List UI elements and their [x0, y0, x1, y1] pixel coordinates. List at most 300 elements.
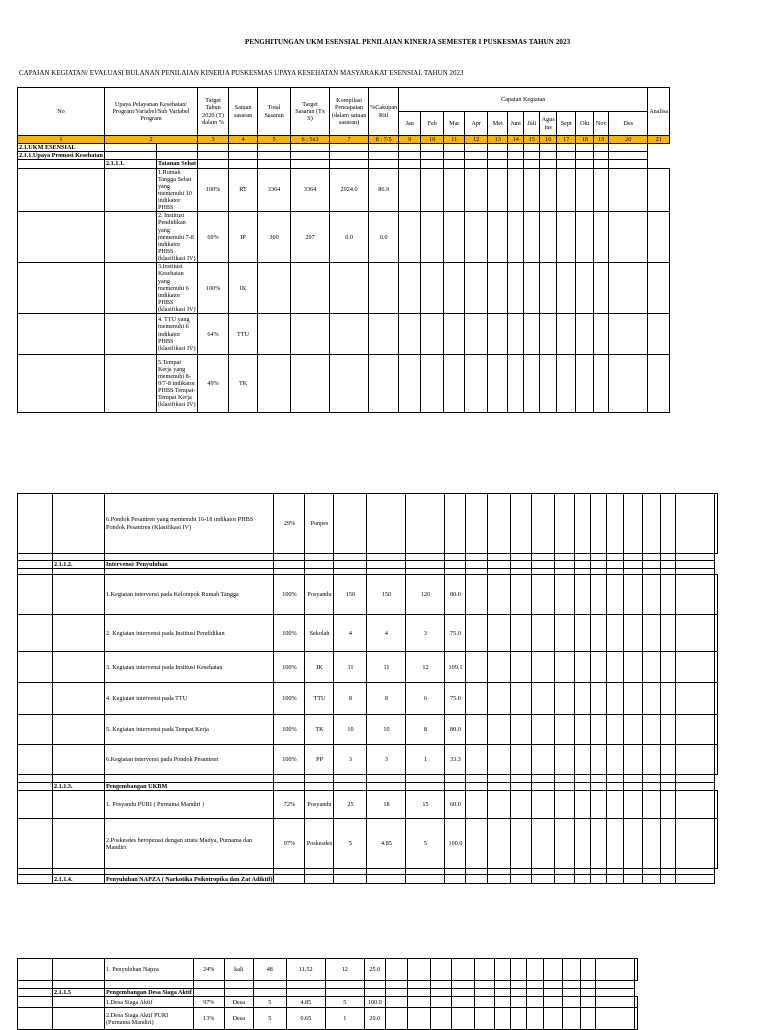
empty-cell [193, 989, 224, 997]
empty-cell [253, 989, 286, 997]
column-number: 11 [444, 136, 465, 144]
no-cell [18, 615, 53, 652]
empty-cell [488, 554, 511, 561]
empty-cell [661, 652, 676, 683]
empty-cell [53, 775, 105, 783]
empty-cell [466, 715, 488, 745]
indicator-row [18, 494, 718, 554]
target-cell: 13% [193, 1008, 224, 1030]
empty-cell [609, 160, 648, 168]
empty-cell [540, 263, 557, 314]
empty-cell [488, 561, 511, 569]
empty-cell [580, 981, 595, 989]
section-number: 2.1.1.3. [53, 783, 105, 791]
empty-cell [465, 355, 488, 413]
section-title: Intervensi/ Penyuluhan [105, 561, 274, 569]
section-no-cell [53, 745, 105, 775]
empty-cell [526, 1008, 543, 1030]
empty-cell [643, 783, 661, 791]
empty-cell [591, 683, 607, 715]
empty-cell [607, 791, 624, 819]
month-header: Feb [421, 112, 444, 136]
no-cell [18, 997, 53, 1008]
empty-cell [466, 494, 488, 554]
empty-cell [291, 144, 330, 152]
kompilasi-cell: 6 [406, 683, 445, 715]
total-sasaran-cell: 25 [334, 791, 367, 819]
cakupan-cell: 0.0 [369, 212, 399, 263]
empty-cell [555, 554, 575, 561]
empty-cell [286, 981, 325, 989]
empty-cell [661, 561, 676, 569]
satuan-cell: TK [229, 355, 258, 413]
empty-cell [643, 683, 661, 715]
empty-cell [444, 144, 465, 152]
empty-cell [576, 314, 594, 355]
total-sasaran-cell: 3 [334, 745, 367, 775]
empty-cell [291, 160, 330, 168]
empty-cell [676, 783, 715, 791]
empty-cell [104, 152, 156, 160]
empty-cell [511, 745, 532, 775]
empty-cell [421, 355, 444, 413]
target-cell: 97% [193, 997, 224, 1008]
no-cell [18, 575, 53, 615]
empty-cell [607, 819, 624, 869]
empty-cell [445, 783, 466, 791]
promosi-row [18, 152, 670, 160]
empty-cell [334, 561, 367, 569]
indicator-row [18, 615, 718, 652]
cakupan-cell: 75.0 [445, 615, 466, 652]
empty-cell [532, 561, 555, 569]
section-row [18, 989, 638, 997]
empty-cell [555, 819, 575, 869]
total-sasaran-cell: 5 [253, 1008, 286, 1030]
empty-cell [407, 959, 430, 981]
total-sasaran-cell: 5 [253, 997, 286, 1008]
cakupan-cell: 100.0 [445, 819, 466, 869]
empty-cell [451, 959, 474, 981]
no-cell [18, 168, 105, 212]
empty-cell [715, 819, 718, 869]
empty-cell [510, 997, 526, 1008]
empty-cell [607, 554, 624, 561]
empty-cell [532, 554, 555, 561]
empty-cell [325, 981, 364, 989]
empty-cell [444, 168, 465, 212]
empty-cell [488, 160, 508, 168]
empty-cell [676, 615, 715, 652]
target-sasaran-cell: 3364 [291, 168, 330, 212]
target-cell: 49% [198, 355, 229, 413]
empty-cell [421, 263, 444, 314]
column-number: 17 [557, 136, 576, 144]
empty-cell [198, 144, 229, 152]
no-cell [18, 959, 53, 981]
target-cell: 24% [193, 959, 224, 981]
empty-cell [466, 652, 488, 683]
empty-cell [532, 494, 555, 554]
empty-cell [676, 875, 715, 884]
section-no-cell [104, 355, 156, 413]
empty-cell [661, 554, 676, 561]
empty-cell [676, 561, 715, 569]
target-cell: 64% [198, 314, 229, 355]
empty-cell [445, 561, 466, 569]
empty-cell [532, 575, 555, 615]
empty-cell [508, 355, 524, 413]
indicator-row [18, 314, 670, 355]
column-number: 3 [198, 136, 229, 144]
empty-cell [661, 791, 676, 819]
satuan-cell: IK [305, 652, 334, 683]
empty-cell [430, 959, 451, 981]
header-target-sasaran: Target Sasaran (Tx S) [291, 88, 330, 136]
empty-cell [488, 168, 508, 212]
indicator-label: 4. Kegiatan intervensi pada TTU [105, 683, 274, 715]
indicator-row [18, 997, 638, 1008]
month-header: Juli [524, 112, 540, 136]
empty-cell [562, 959, 580, 981]
target-sasaran-cell: 4 [367, 615, 406, 652]
target-sasaran-cell [291, 263, 330, 314]
empty-cell [488, 775, 511, 783]
column-number: 13 [488, 136, 508, 144]
target-cell: 97% [274, 819, 305, 869]
empty-cell [526, 989, 543, 997]
empty-cell [557, 168, 576, 212]
satuan-cell: Poskesdes [305, 819, 334, 869]
empty-cell [18, 554, 53, 561]
empty-cell [488, 652, 511, 683]
empty-cell [466, 745, 488, 775]
empty-cell [715, 683, 718, 715]
empty-cell [385, 997, 407, 1008]
indicator-label: 2. Institusi Pendidikan yang memenuhi 7-8 indikator PHBS (klasifikasi IV) [157, 212, 196, 263]
header-row [18, 88, 670, 112]
empty-cell [624, 575, 643, 615]
no-cell [18, 989, 53, 997]
indicator-row [18, 212, 670, 263]
indicator-label: 3.Institusi Kesehatan yang memenuhi 6 indikator PHBS (klasifikasi IV) [157, 263, 196, 313]
satuan-cell: Sekolah [305, 615, 334, 652]
section-number: 2.1.1.4. [53, 875, 105, 884]
cakupan-cell: 60.0 [445, 791, 466, 819]
column-number: 5 [258, 136, 291, 144]
section-row [18, 783, 718, 791]
empty-cell [474, 1008, 494, 1030]
section-row [18, 875, 718, 884]
indicator-label: 1.Desa Siaga Aktif [105, 997, 194, 1008]
column-number: 8 : 7/5 [369, 136, 399, 144]
section-number: 2.1.1.5 [53, 989, 105, 997]
empty-cell [676, 575, 715, 615]
satuan-cell: TTU [229, 314, 258, 355]
empty-cell [624, 783, 643, 791]
empty-cell [466, 575, 488, 615]
empty-cell [18, 981, 53, 989]
empty-cell [465, 212, 488, 263]
empty-cell [575, 683, 591, 715]
empty-cell [562, 981, 580, 989]
empty-cell [474, 997, 494, 1008]
target-cell: 100% [198, 263, 229, 314]
empty-cell [406, 875, 445, 884]
section-no-cell [53, 959, 105, 981]
no-cell [18, 355, 105, 413]
empty-cell [532, 615, 555, 652]
empty-cell [661, 683, 676, 715]
no-cell [18, 494, 53, 554]
section-title: Penyuluhan NAPZA ( Narkotika Psikotropika dan Zat Adiktif) [106, 875, 273, 883]
empty-cell [643, 554, 661, 561]
kompilasi-cell [330, 314, 369, 355]
empty-cell [643, 791, 661, 819]
ukm-row [18, 144, 670, 152]
indicator-row [18, 355, 670, 413]
empty-cell [562, 1008, 580, 1030]
empty-cell [258, 152, 291, 160]
empty-cell [532, 875, 555, 884]
empty-cell [305, 554, 334, 561]
empty-cell [385, 981, 407, 989]
empty-cell [511, 783, 532, 791]
total-sasaran-cell: 11 [334, 652, 367, 683]
empty-cell [274, 775, 305, 783]
target-sasaran-cell: 11.52 [286, 959, 325, 981]
section-no-cell [104, 212, 156, 263]
total-sasaran-cell: 300 [258, 212, 291, 263]
empty-cell [305, 875, 334, 884]
empty-cell [274, 561, 305, 569]
indicator-label: 4. TTU yang memenuhi 6 indikator PHBS (klasifikasi IV) [156, 314, 197, 355]
empty-cell [511, 575, 532, 615]
empty-cell [286, 989, 325, 997]
empty-cell [524, 314, 540, 355]
empty-cell [229, 160, 258, 168]
kompilasi-cell: 2924.0 [330, 168, 369, 212]
empty-cell [466, 775, 488, 783]
empty-cell [591, 715, 607, 745]
empty-cell [576, 263, 594, 314]
header-satuan: Satuan sasaran [229, 88, 258, 136]
empty-cell [607, 683, 624, 715]
empty-cell [385, 1008, 407, 1030]
target-cell: 100% [274, 683, 305, 715]
empty-cell [524, 263, 540, 314]
indicator-label: 6.Kegiatan intervensi pada Pondok Pesantren [105, 745, 274, 775]
empty-cell [532, 775, 555, 783]
empty-cell [543, 997, 562, 1008]
empty-cell [466, 683, 488, 715]
empty-cell [643, 875, 661, 884]
empty-cell [364, 989, 385, 997]
empty-cell [508, 160, 524, 168]
target-sasaran-cell: 11 [367, 652, 406, 683]
empty-cell [661, 775, 676, 783]
empty-cell [557, 212, 576, 263]
empty-cell [661, 745, 676, 775]
empty-cell [575, 775, 591, 783]
empty-cell [526, 959, 543, 981]
empty-cell [466, 783, 488, 791]
empty-cell [511, 554, 532, 561]
empty-cell [607, 783, 624, 791]
empty-cell [325, 989, 364, 997]
empty-cell [258, 160, 291, 168]
empty-cell [367, 783, 406, 791]
empty-cell [624, 775, 643, 783]
empty-cell [562, 989, 580, 997]
empty-cell [676, 494, 715, 554]
no-cell [18, 791, 53, 819]
empty-cell [609, 168, 648, 212]
empty-cell [465, 263, 488, 314]
empty-cell [575, 745, 591, 775]
section-row [18, 561, 718, 569]
header-target: Target Tahun 2020 (T) dalam % [198, 88, 229, 136]
empty-cell [406, 554, 445, 561]
header-kompilasi: Kompilasi Pencapaian (dalam satuan sasaran) [330, 88, 369, 136]
no-cell [18, 160, 105, 168]
empty-cell [105, 775, 274, 783]
kompilasi-cell [330, 263, 369, 314]
kompilasi-cell: 5 [406, 819, 445, 869]
column-number: 19 [594, 136, 609, 144]
empty-cell [575, 554, 591, 561]
empty-cell [488, 575, 511, 615]
empty-cell [591, 875, 607, 884]
empty-cell [661, 715, 676, 745]
empty-cell [399, 212, 421, 263]
month-header: Apr [465, 112, 488, 136]
empty-cell [594, 152, 609, 160]
month-header: Des [609, 112, 648, 136]
indicator-label: 5.Tempat Kerja yang memenuhi 8-9/7-8 indikator PHBS Tempat-Tempat Kerja (klasifikasi IV) [156, 355, 197, 413]
empty-cell [661, 575, 676, 615]
empty-cell [511, 652, 532, 683]
section-no-cell [53, 615, 105, 652]
empty-cell [676, 554, 715, 561]
indicator-label: 1.Rumah Tangga Sehat yang memenuhi 10 indikator PHBS [156, 168, 197, 212]
empty-cell [532, 819, 555, 869]
header-cakupan: %Cakupan Riil [369, 88, 399, 136]
indicator-label: 3. Kegiatan intervensi pada Institusi Kesehatan [105, 652, 274, 683]
column-number-row [18, 136, 670, 144]
empty-cell [576, 160, 594, 168]
kompilasi-cell: 15 [406, 791, 445, 819]
empty-cell [511, 715, 532, 745]
empty-cell [580, 989, 595, 997]
empty-cell [643, 561, 661, 569]
empty-cell [591, 745, 607, 775]
month-header: Sept [557, 112, 576, 136]
empty-cell [53, 981, 105, 989]
no-cell [18, 652, 53, 683]
kompilasi-cell: 12 [406, 652, 445, 683]
empty-cell [510, 1008, 526, 1030]
empty-cell [53, 554, 105, 561]
empty-cell [609, 355, 648, 413]
total-sasaran-cell: 4 [334, 615, 367, 652]
empty-cell [557, 314, 576, 355]
indicator-row [18, 652, 718, 683]
section-no-cell [53, 1008, 105, 1030]
target-cell: 100% [274, 652, 305, 683]
total-sasaran-cell [258, 263, 291, 314]
empty-cell [624, 615, 643, 652]
empty-cell [488, 494, 511, 554]
empty-cell [607, 652, 624, 683]
empty-cell [511, 683, 532, 715]
empty-cell [532, 683, 555, 715]
empty-cell [229, 144, 258, 152]
empty-cell [555, 775, 575, 783]
empty-cell [444, 212, 465, 263]
total-sasaran-cell: 5 [334, 819, 367, 869]
empty-cell [305, 783, 334, 791]
empty-cell [407, 981, 430, 989]
empty-cell [557, 160, 576, 168]
section-no-cell [104, 168, 156, 212]
empty-cell [511, 791, 532, 819]
indicator-label: 1.Kegiatan intervensi pada Kelompok Rumah Tangga [105, 575, 274, 615]
no-cell [18, 683, 53, 715]
kinerja-table-part-2 [17, 493, 718, 884]
section-title: Pengembangan UKBM [105, 783, 274, 791]
empty-cell [385, 989, 407, 997]
empty-cell [524, 152, 540, 160]
empty-cell [575, 494, 591, 554]
empty-cell [229, 152, 258, 160]
kinerja-table-part-1 [17, 87, 670, 413]
empty-cell [594, 144, 609, 152]
empty-cell [330, 160, 369, 168]
empty-cell [198, 160, 229, 168]
empty-cell [624, 561, 643, 569]
empty-cell [421, 144, 444, 152]
header-capaian: Capaian Kegiatan [399, 88, 648, 112]
empty-cell [543, 989, 562, 997]
empty-cell [399, 168, 421, 212]
month-header: Mar [444, 112, 465, 136]
empty-cell [715, 715, 718, 745]
empty-cell [555, 683, 575, 715]
empty-cell [451, 1008, 474, 1030]
column-number: 16 [540, 136, 557, 144]
section-no-cell [53, 494, 105, 554]
no-cell [18, 1008, 53, 1030]
satuan-cell: Desa [224, 1008, 253, 1030]
empty-cell [532, 783, 555, 791]
empty-cell [274, 783, 305, 791]
cakupan-cell: 86.9 [369, 168, 399, 212]
empty-cell [576, 168, 594, 212]
spacer-row [18, 554, 718, 561]
empty-cell [643, 745, 661, 775]
empty-cell [466, 791, 488, 819]
target-sasaran-cell [367, 494, 406, 554]
empty-cell [494, 989, 510, 997]
column-number: 4 [229, 136, 258, 144]
cakupan-cell: 25.0 [364, 959, 385, 981]
empty-cell [156, 144, 197, 152]
indicator-row [18, 791, 718, 819]
empty-cell [609, 314, 648, 355]
empty-cell [575, 652, 591, 683]
total-sasaran-cell: 48 [253, 959, 286, 981]
